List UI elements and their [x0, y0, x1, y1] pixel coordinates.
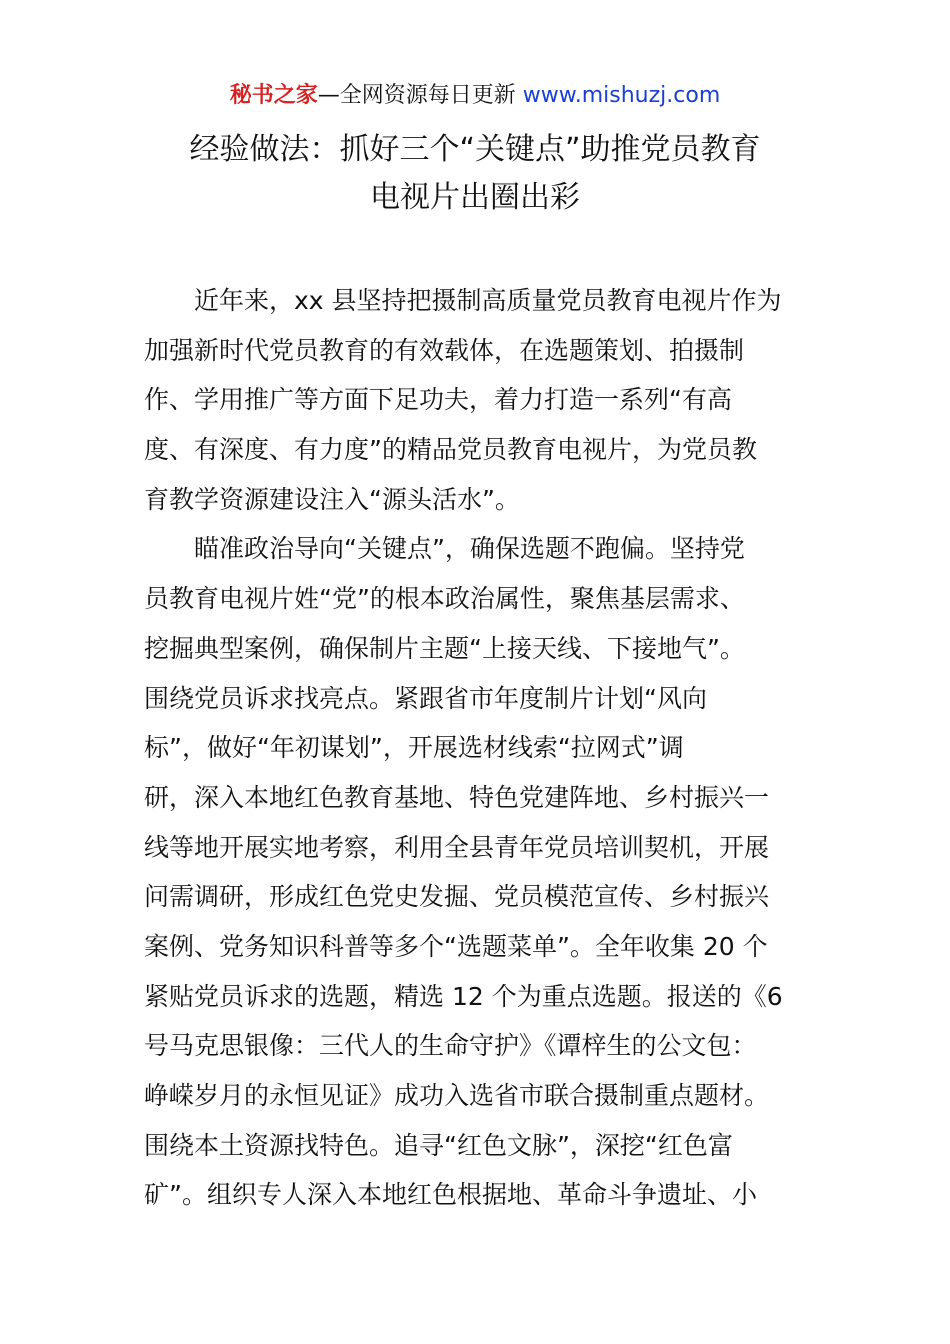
- paragraph-2-line: 号马克思银像：三代人的生命守护》《谭梓生的公文包：: [144, 1031, 757, 1061]
- paragraph-2-line: 研，深入本地红色教育基地、特色党建阵地、乡村振兴一: [144, 782, 770, 812]
- site-tagline: —全网资源每日更新: [317, 83, 523, 108]
- paragraph-2-line: 矿”。组织专人深入本地红色根据地、革命斗争遗址、小: [144, 1180, 757, 1210]
- paragraph-1-line: 度、有深度、有力度”的精品党员教育电视片，为党员教: [144, 435, 757, 465]
- paragraph-2-line: 瞄准政治导向“关键点”，确保选题不跑偏。坚持党: [194, 534, 745, 564]
- paragraph-1-line: 加强新时代党员教育的有效载体，在选题策划、拍摄制: [144, 335, 745, 365]
- paragraph-2-line: 围绕本土资源找特色。追寻“红色文脉”，深挖“红色富: [144, 1130, 733, 1160]
- paragraph-2-line: 线等地开展实地考察，利用全县青年党员培训契机，开展: [144, 832, 770, 862]
- site-name: 秘书之家: [229, 83, 318, 108]
- paragraph-1-line: 育教学资源建设注入“源头活水”。: [144, 484, 520, 514]
- title-line-1: 经验做法：抓好三个“关键点”助推党员教育: [189, 132, 761, 167]
- paragraph-2-line: 员教育电视片姓“党”的根本政治属性，聚焦基层需求、: [144, 584, 745, 614]
- site-url-link[interactable]: www.mishuzj.com: [522, 83, 721, 108]
- paragraph-2-line: 围绕党员诉求找亮点。紧跟省市年度制片计划“风向: [144, 683, 707, 713]
- body-text: [144, 276, 816, 1220]
- paragraph-2-line: 标”，做好“年初谋划”，开展选材线索“拉网式”调: [144, 733, 684, 763]
- document-title: [120, 126, 830, 222]
- site-header: [0, 80, 950, 112]
- paragraph-2-line: 紧贴党员诉求的选题，精选 12 个为重点选题。报送的《6: [144, 981, 783, 1011]
- paragraph-1-line: 作、学用推广等方面下足功夫，着力打造一系列“有高: [144, 385, 732, 415]
- paragraph-1-line: 近年来，xx 县坚持把摄制高质量党员教育电视片作为: [194, 286, 782, 315]
- paragraph-2-line: 挖掘典型案例，确保制片主题“上接天线、下接地气”。: [144, 633, 745, 663]
- title-line-2: 电视片出圈出彩: [370, 180, 580, 215]
- paragraph-2-line: 峥嵘岁月的永恒见证》成功入选省市联合摄制重点题材。: [144, 1081, 770, 1110]
- paragraph-2-line: 问需调研，形成红色党史发掘、党员模范宣传、乡村振兴: [144, 882, 770, 912]
- paragraph-2-line: 案例、党务知识科普等多个“选题菜单”。全年收集 20 个: [144, 931, 768, 961]
